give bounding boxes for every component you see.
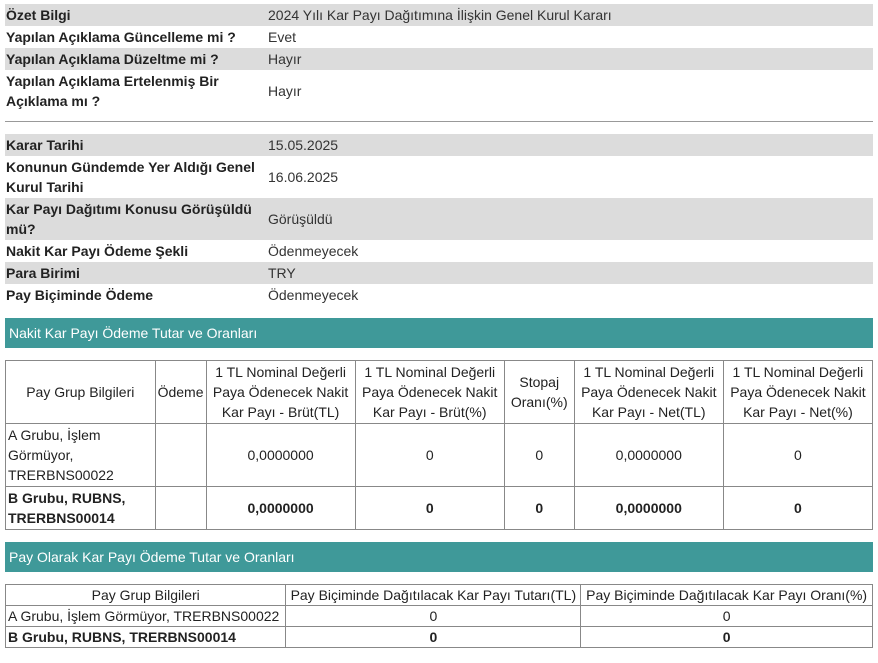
summary-value: Hayır <box>266 48 873 70</box>
column-header: 1 TL Nominal Değerli Paya Ödenecek Nakit Kar Payı - Brüt(%) <box>355 361 504 424</box>
table-row <box>6 424 873 487</box>
column-header: Pay Biçiminde Dağıtılacak Kar Payı Oranı(%) <box>581 585 873 606</box>
detail-value: TRY <box>266 262 873 284</box>
detail-value: 16.06.2025 <box>268 169 339 185</box>
table-cell <box>155 424 206 487</box>
table-cell: 0 <box>581 627 873 648</box>
summary-row <box>5 48 873 70</box>
summary-key: Özet Bilgi <box>5 4 266 26</box>
table-cell: B Grubu, RUBNS, TRERBNS00014 <box>6 627 286 648</box>
detail-row <box>5 284 873 306</box>
summary-key: Yapılan Açıklama Ertelenmiş Bir Açıklama mı ? <box>6 73 219 109</box>
column-header: Pay Biçiminde Dağıtılacak Kar Payı Tutarı(TL) <box>286 585 581 606</box>
detail-row <box>5 198 873 240</box>
table-cell <box>155 487 206 530</box>
table-cell: 0 <box>355 424 504 487</box>
table-cell: 0 <box>581 606 873 627</box>
table-row <box>6 627 873 648</box>
detail-key: Nakit Kar Payı Ödeme Şekli <box>6 243 189 259</box>
detail-key: Para Birimi <box>5 262 266 284</box>
summary-row <box>5 26 873 48</box>
cash-section-title: Nakit Kar Payı Ödeme Tutar ve Oranları <box>5 318 873 348</box>
table-row <box>6 487 873 530</box>
table-row <box>6 606 873 627</box>
column-header: Ödeme <box>155 361 206 424</box>
summary-row <box>5 4 873 26</box>
detail-key: Pay Biçiminde Ödeme <box>6 287 154 303</box>
table-cell: 0,0000000 <box>206 424 355 487</box>
detail-value: 15.05.2025 <box>266 134 873 156</box>
table-cell: 0,0000000 <box>574 487 723 530</box>
detail-value: Ödenmeyecek <box>268 243 359 259</box>
cash-dividend-table <box>5 360 873 530</box>
detail-key: Konunun Gündemde Yer Aldığı Genel Kurul Tarihi <box>6 159 255 195</box>
table-header-row <box>6 585 873 606</box>
table-cell: B Grubu, RUBNS, TRERBNS00014 <box>6 487 156 530</box>
table-cell: A Grubu, İşlem Görmüyor, TRERBNS00022 <box>6 606 286 627</box>
detail-row <box>5 156 873 198</box>
detail-key: Kar Payı Dağıtımı Konusu Görüşüldü mü? <box>5 198 266 240</box>
summary-value: Evet <box>268 29 297 45</box>
table-cell: A Grubu, İşlem Görmüyor, TRERBNS00022 <box>6 424 156 487</box>
column-header: Stopaj Oranı(%) <box>504 361 574 424</box>
detail-value: Ödenmeyecek <box>268 287 359 303</box>
column-header: Pay Grup Bilgileri <box>6 585 286 606</box>
column-header: 1 TL Nominal Değerli Paya Ödenecek Nakit Kar Payı - Brüt(TL) <box>206 361 355 424</box>
summary-key: Yapılan Açıklama Güncelleme mi ? <box>6 29 236 45</box>
table-cell: 0 <box>723 424 872 487</box>
share-dividend-table <box>5 584 873 648</box>
detail-row <box>5 134 873 156</box>
detail-row <box>5 262 873 284</box>
divider <box>5 121 873 122</box>
table-cell: 0 <box>504 487 574 530</box>
table-cell: 0,0000000 <box>574 424 723 487</box>
detail-row <box>5 240 873 262</box>
details-table <box>5 134 873 306</box>
table-cell: 0,0000000 <box>206 487 355 530</box>
summary-value: Hayır <box>268 83 302 99</box>
detail-key: Karar Tarihi <box>5 134 266 156</box>
summary-key: Yapılan Açıklama Düzeltme mi ? <box>5 48 266 70</box>
table-cell: 0 <box>723 487 872 530</box>
column-header: Pay Grup Bilgileri <box>6 361 156 424</box>
column-header: 1 TL Nominal Değerli Paya Ödenecek Nakit Kar Payı - Net(TL) <box>574 361 723 424</box>
detail-value: Görüşüldü <box>266 198 873 240</box>
table-cell: 0 <box>355 487 504 530</box>
summary-table <box>5 4 873 112</box>
column-header: 1 TL Nominal Değerli Paya Ödenecek Nakit Kar Payı - Net(%) <box>723 361 872 424</box>
share-section-title: Pay Olarak Kar Payı Ödeme Tutar ve Oranları <box>5 542 873 572</box>
table-cell: 0 <box>286 606 581 627</box>
summary-row <box>5 70 873 112</box>
table-header-row <box>6 361 873 424</box>
summary-value: 2024 Yılı Kar Payı Dağıtımına İlişkin Genel Kurul Kararı <box>266 4 873 26</box>
table-cell: 0 <box>504 424 574 487</box>
table-cell: 0 <box>286 627 581 648</box>
